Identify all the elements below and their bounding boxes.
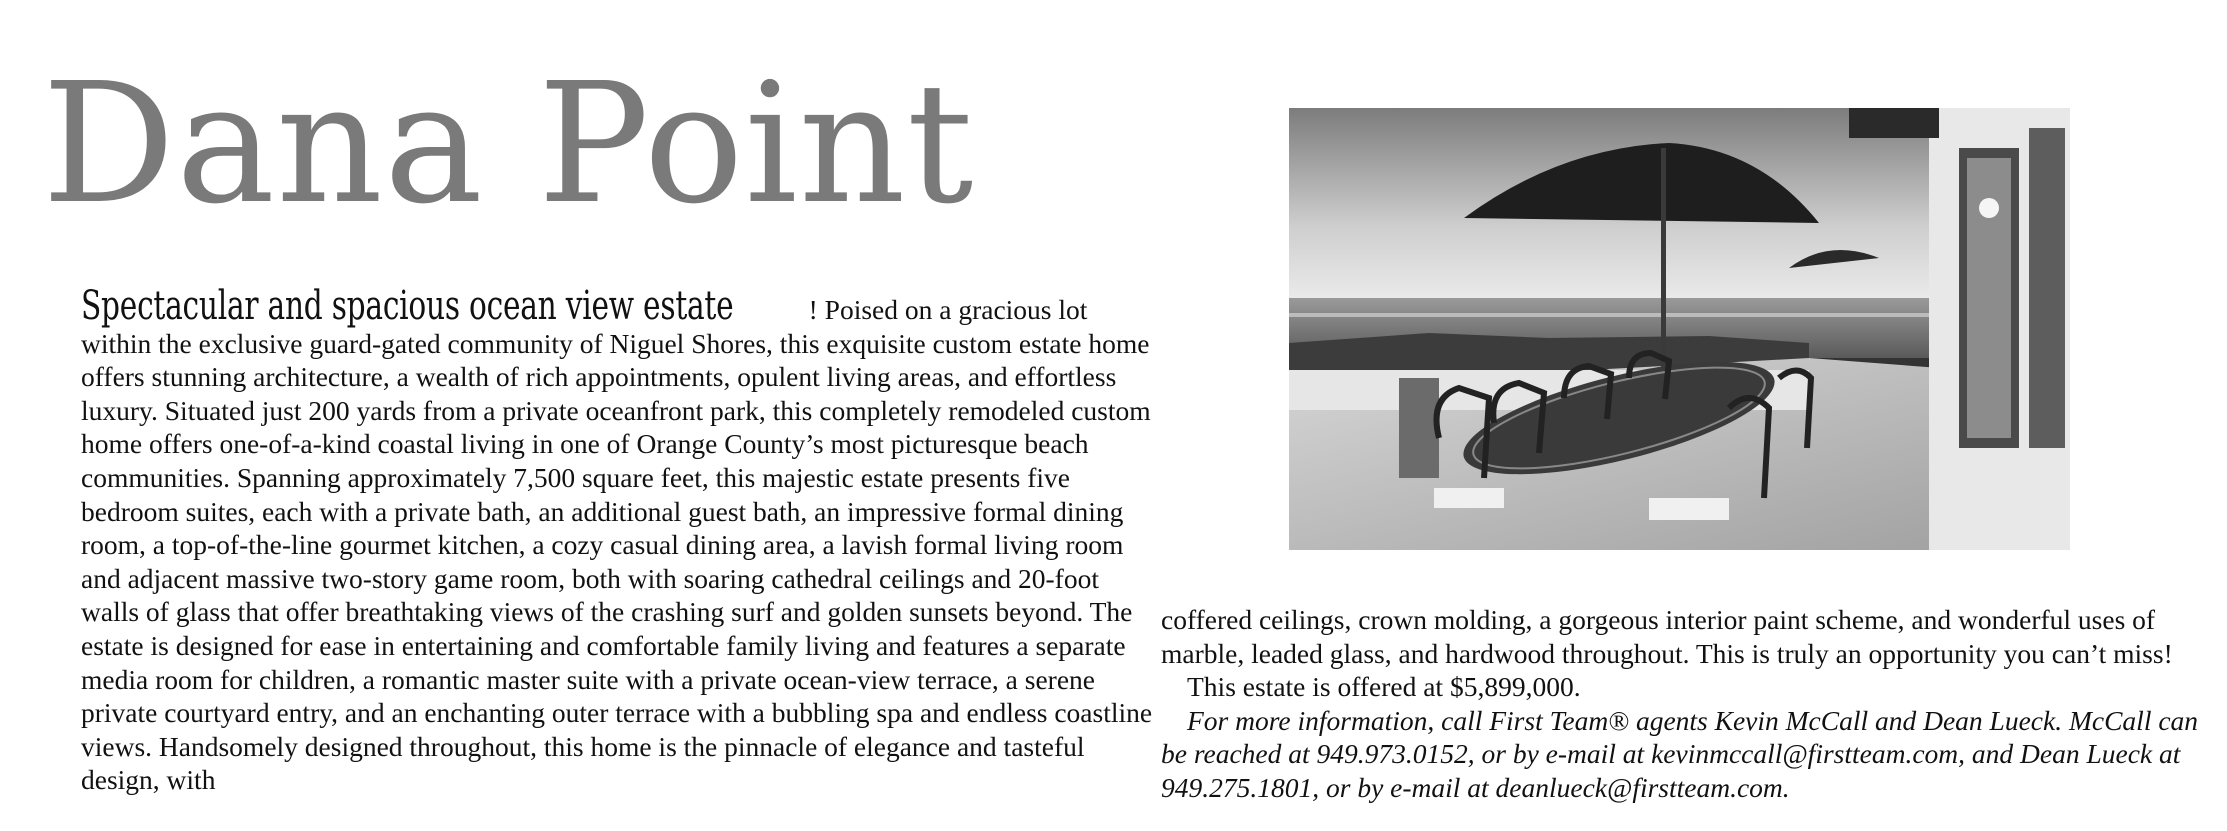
contact-info: For more information, call First Team® agents Kevin McCall and Dean Lueck. McCall can be reached at 949.973.0152, or by e-mail at kevinmccall@firstteam.com, and Dean Lueck at 949.275.1801, or by e-mail at deanlueck@firstteam.com. bbox=[1161, 704, 2199, 803]
article-lead-paragraph bbox=[81, 283, 1163, 797]
page-title: Dana Point bbox=[42, 48, 975, 241]
article-column-left bbox=[81, 283, 1163, 797]
ocean-view-terrace-photo bbox=[1289, 108, 2070, 550]
price-line: This estate is offered at $5,899,000. bbox=[1187, 671, 1581, 703]
terrace-photo-illustration bbox=[1289, 108, 2070, 550]
article-column-right bbox=[1161, 603, 2211, 805]
article-headline: Spectacular and spacious ocean view estate bbox=[81, 283, 734, 329]
article-body-left: Poised on a gracious lot within the exclusive guard-gated community of Niguel Shores, this exquisite custom estate home offers stunning architecture, a wealth of rich appointments, opulent living areas, and effortless luxury. Situated just 200 yards from a private oceanfront park, this completely remodeled custom home offers one-of-a-kind coastal living in one of Orange County’s most picturesque beach communities. Spanning approximately 7,500 square feet, this majestic estate presents five bedroom suites, each with a private bath, an additional guest bath, an impressive formal dining room, a top-of-the-line gourmet kitchen, a cozy casual dining area, a lavish formal living room and adjacent massive two-story game room, both with soaring cathedral ceilings and 20-foot walls of glass that offer breathtaking views of the crashing surf and golden sunsets beyond. The estate is designed for ease in entertaining and comfortable family living and features a separate media room for children, a romantic master suite with a private ocean-view terrace, a serene private courtyard entry, and an enchanting outer terrace with a bubbling spa and endless coastline views. Handsomely designed throughout, this home is the pinnacle of elegance and tasteful design, with bbox=[81, 294, 1153, 796]
headline-punctuation: ! bbox=[808, 294, 818, 325]
article-body-right: coffered ceilings, crown molding, a gorgeous interior paint scheme, and wonderful uses of marble, leaded glass, and hardwood throughout. This is truly an opportunity you can’t miss! bbox=[1161, 604, 2173, 669]
